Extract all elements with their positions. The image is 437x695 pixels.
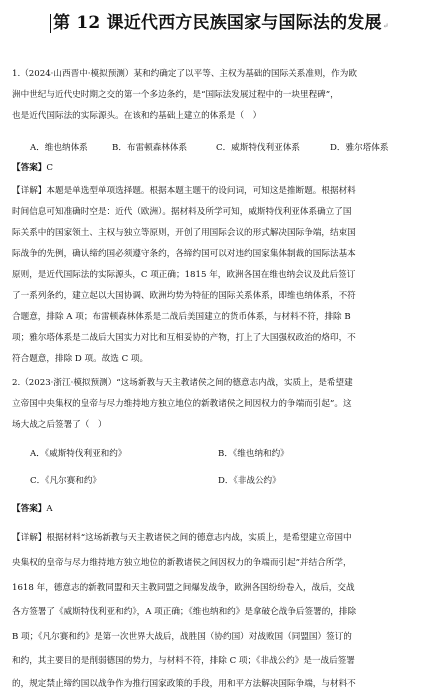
q1-explain-line-8: 项；雅尔塔体系是二战后大国实力对比和互相妥协的产物，打上了大国强权政治的烙印，不 xyxy=(12,333,356,343)
q2-stem-line-3: 场大战之后签署了（ ） xyxy=(12,420,107,430)
paragraph-mark: ↵ xyxy=(382,21,389,30)
q2-stem-line-2: 立帝国中央集权的皇帝与尽力维持地方独立地位的新教诸侯之间因权力的争端而引起”。这 xyxy=(12,399,352,409)
q2-explain-line-5: B 项；《凡尔赛和约》是第一次世界大战后，战胜国（协约国）对战败国（同盟国）签订的 xyxy=(12,632,352,642)
q2-explain-line-6: 和约，其主要目的是削弱德国的势力，与材料不符，排除 C 项；《非战公约》是一战后签署 xyxy=(12,656,355,666)
q1-stem-line-3: 也是近代国际法的实际源头。在该和约基础上建立的体系是（ ） xyxy=(12,111,262,121)
q2-answer: 【答案】A xyxy=(12,504,53,514)
text-cursor xyxy=(50,14,51,33)
q1-explain-line-7: 合题意，排除 A 项；布雷顿森林体系是二战后美国建立的货币体系，与材料不符，排除 B xyxy=(12,312,351,322)
q1-stem-line-2: 洲中世纪与近代史时期之交的第一个多边条约，是“国际法发展过程中的一块里程碑”， xyxy=(12,90,339,100)
q2-explain-line-4: 各方签署了《威斯特伐利亚和约》，A 项正确；《维也纳和约》是拿破仑战争后签署的，排除 xyxy=(12,607,357,617)
q1-explain-line-4: 际战争的先例，确认缔约国必须遵守条约，各缔约国可以对违约国家集体制裁的国际法基本 xyxy=(12,249,356,259)
q1-explain-line-6: 了一系列条约，建立起以大国协调、欧洲均势为特征的国际关系体系，即维也纳体系，不符 xyxy=(12,291,356,301)
q1-option-a: A．维也纳体系 xyxy=(30,143,88,153)
q2-explain-line-1: 【详解】根据材料“这场新教与天主教诸侯之间的德意志内战，实质上，是希望建立帝国中 xyxy=(12,533,352,543)
q1-explain-line-9: 符合题意，排除 D 项。故选 C 项。 xyxy=(12,354,149,364)
q2-option-a: A．《威斯特伐利亚和约》 xyxy=(30,449,127,459)
q2-explain-line-3: 1618 年，德意志的新教同盟和天主教同盟之间爆发战争，欧洲各国纷纷卷入，战后，交战 xyxy=(12,583,355,593)
q1-option-c: C．威斯特伐利亚体系 xyxy=(216,143,300,153)
q1-explain-line-3: 际关系中的国家领土、主权与独立等原则，开创了用国际会议的形式解决国际争端，结束国 xyxy=(12,228,356,238)
q2-explain-line-2: 央集权的皇帝与尽力维持地方独立地位的新教诸侯之间因权力的争端而引起”并结合所学， xyxy=(12,558,352,568)
q1-answer: 【答案】C xyxy=(12,163,53,173)
q2-option-d: D．《非战公约》 xyxy=(218,476,281,486)
q2-option-c: C．《凡尔赛和约》 xyxy=(30,476,102,486)
q1-stem-line-1: 1.（2024·山西晋中·模拟预测）某和约确定了以平等、主权为基础的国际关系准则，作为欧 xyxy=(12,69,357,79)
q2-stem-line-1: 2.（2023·浙江·模拟预测）“这场新教与天主教诸侯之间的德意志内战，实质上，是希望建 xyxy=(12,378,353,388)
q1-option-b: B．布雷顿森林体系 xyxy=(112,143,188,153)
q2-option-b: B．《维也纳和约》 xyxy=(218,449,289,459)
page-title: 第 12 课近代西方民族国家与国际法的发展↵ xyxy=(50,8,389,33)
q1-option-d: D．雅尔塔体系 xyxy=(330,143,389,153)
q1-explain-line-1: 【详解】本题是单选型单项选择题。根据本题主题干的设问词，可知这是推断题。根据材料 xyxy=(12,186,356,196)
q2-explain-line-7: 的，规定禁止缔约国以战争作为推行国家政策的手段，用和平方法解决国际争端，与材料不 xyxy=(12,679,356,689)
q1-explain-line-5: 原则，是近代国际法的实际源头，C 项正确；1815 年，欧洲各国在维也纳会议及此后签订 xyxy=(12,270,356,280)
q1-explain-line-2: 时间信息可知准确时空是：近代（欧洲）。据材料及所学可知，威斯特伐利亚体系确立了国 xyxy=(12,207,352,217)
